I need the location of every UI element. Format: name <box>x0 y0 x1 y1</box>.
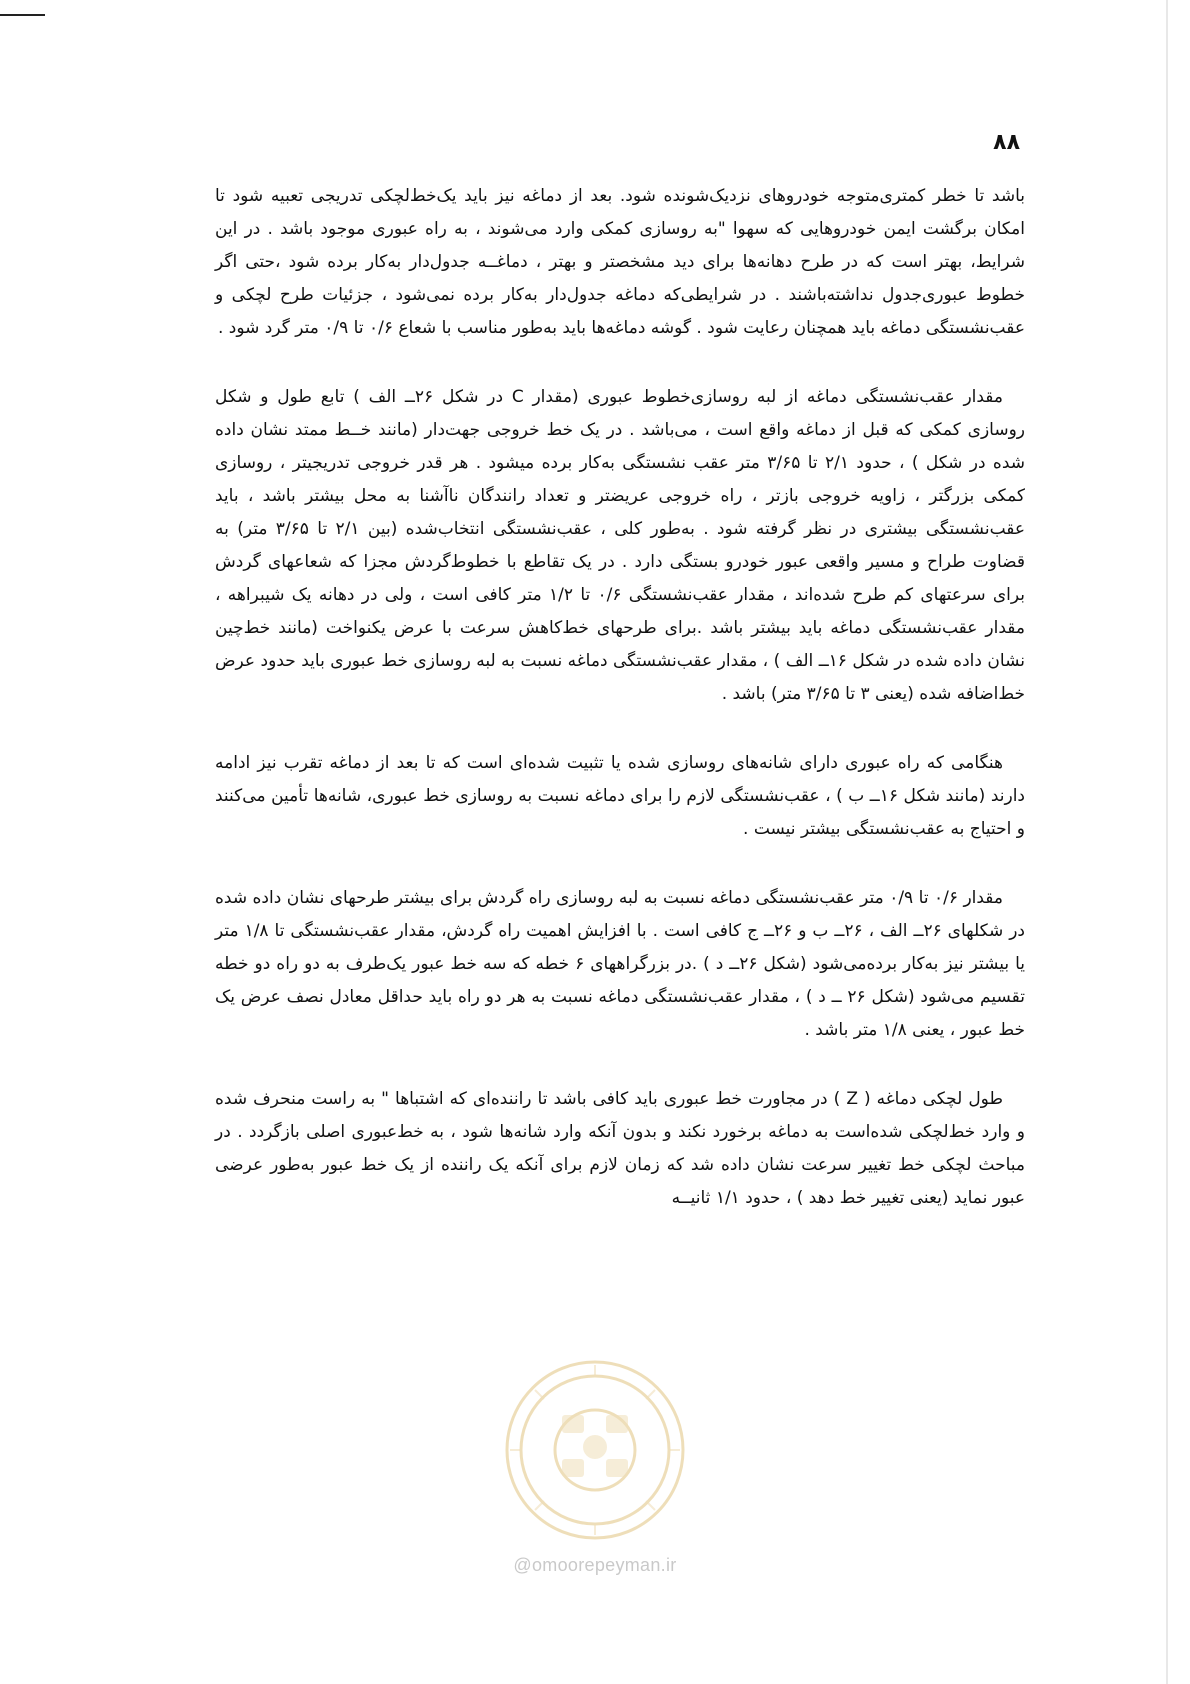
corner-rule <box>0 14 45 16</box>
watermark-url: @omoorepeyman.ir <box>513 1555 677 1575</box>
paragraph-turning-roadway: مقدار ۰/۶ تا ۰/۹ متر عقب‌نشستگی دماغه نسبت به لبه روسازی راه گردش برای بیشتر طرحهای نشان داده شده در شکلهای ۲۶ــ الف ، ۲۶ــ ب و ۲۶ــ ج کافی است . با افزایش اهمیت راه گردش، مقدار عقب‌نشستگی تا ۱/۸ متر یا بیشتر نیز به‌کار برده‌می‌شود (شکل ۲۶ــ د ) .در بزرگراههای ۶ خطه که سه خط عبور یک‌طرف به دو راه دو خطه تقسیم می‌شود (شکل ۲۶ ــ د ) ، مقدار عقب‌نشستگی دماغه نسبت به هر دو راه باید حداقل معادل نصف عرض یک خط عبور ، یعنی ۱/۸ متر باشد . <box>215 888 1026 1040</box>
paragraph-nose-offset: مقدار عقب‌نشستگی دماغه از لبه روسازی‌خطوط عبوری (مقدار C در شکل ۲۶ــ الف ) تابع طول و شکل روسازی کمکی که قبل از دماغه واقع است ، می‌باشد . در یک خط خروجی جهت‌دار (مانند خــط ممتد نشان داده شده در شکل ) ، حدود ۲/۱ تا ۳/۶۵ متر عقب نشستگی به‌کار برده میشود . هر قدر خروجی تدریجیتر ، روسازی کمکی بزرگتر ، زاویه خروجی بازتر ، راه خروجی عریضتر و تعداد رانندگان ناآشنا به محل بیشتر باشد ، باید عقب‌نشستگی بیشتری در نظر گرفته شود . به‌طور کلی ، عقب‌نشستگی انتخاب‌شده (بین ۲/۱ تا ۳/۶۵ متر) به قضاوت طراح و مسیر واقعی عبور خودرو بستگی دارد . در یک تقاطع با خطوط‌گردش مجزا که شعاعهای گردش برای سرعتهای کم طرح شده‌اند ، مقدار عقب‌نشستگی ۰/۶ تا ۱/۲ متر کافی است ، ولی در دهانه یک شیبراهه ، مقدار عقب‌نشستگی دماغه باید بیشتر باشد .برای طرحهای خط‌کاهش سرعت با عرض یکنواخت (مانند خط‌چین نشان داده شده در شکل ۱۶ــ الف ) ، مقدار عقب‌نشستگی دماغه نسبت به لبه روسازی خط عبوری باید حدود عرض خط‌اضافه شده (یعنی ۳ تا ۳/۶۵ متر) باشد . <box>215 387 1026 704</box>
page-edge-line <box>1166 0 1168 1684</box>
page-number: ۸۸ <box>993 130 1020 155</box>
paragraph-nose-taper: باشد تا خطر کمتری‌متوجه خودروهای نزدیک‌شونده شود. بعد از دماغه نیز باید یک‌خط‌لچکی تدریجی تعبیه شود تا امکان برگشت ایمن خودروهایی که سهوا "به روسازی کمکی وارد می‌شوند ، به راه عبوری موجود باشد . در این شرایط، بهتر است که در طرح دهانه‌ها برای دید مشخصتر و بهتر ، دماغــه جدول‌دار به‌کار برده شود ،حتی اگر خطوط عبوری‌جدول نداشته‌باشند . در شرایطی‌که دماغه جدول‌دار به‌کار برده نمی‌شود ، جزئیات طرح لچکی و عقب‌نشستگی دماغه باید همچنان رعایت شود . گوشه دماغه‌ها باید به‌طور مناسب با شعاع ۰/۶ تا ۰/۹ متر گرد شود . <box>215 186 1025 338</box>
paragraph-taper-length: طول لچکی دماغه ( Z ) در مجاورت خط عبوری باید کافی باشد تا راننده‌ای که اشتباها " به راست منحرف شده و وارد خط‌لچکی شده‌است به دماغه برخورد نکند و بدون آنکه وارد شانه‌ها شود ، به خط‌عبوری اصلی بازگردد . در مباحث لچکی خط تغییر سرعت نشان داده شد که زمان لازم برای آنکه یک راننده از یک خط عبور به‌طور عرضی عبور نماید (یعنی تغییر خط دهد ) ، حدود ۱/۱ ثانیــه <box>215 1089 1025 1208</box>
watermark-seal-icon <box>500 1355 690 1545</box>
page-body <box>215 180 1025 1251</box>
paragraph-shoulders: هنگامی که راه عبوری دارای شانه‌های روسازی شده یا تثبیت شده‌ای است که تا بعد از دماغه تقرب نیز ادامه دارند (مانند شکل ۱۶ــ ب ) ، عقب‌نشستگی لازم را برای دماغه نسبت به روسازی خط عبوری، شانه‌ها تأمین می‌کنند و احتیاج به عقب‌نشستگی بیشتر نیست . <box>215 753 1025 839</box>
